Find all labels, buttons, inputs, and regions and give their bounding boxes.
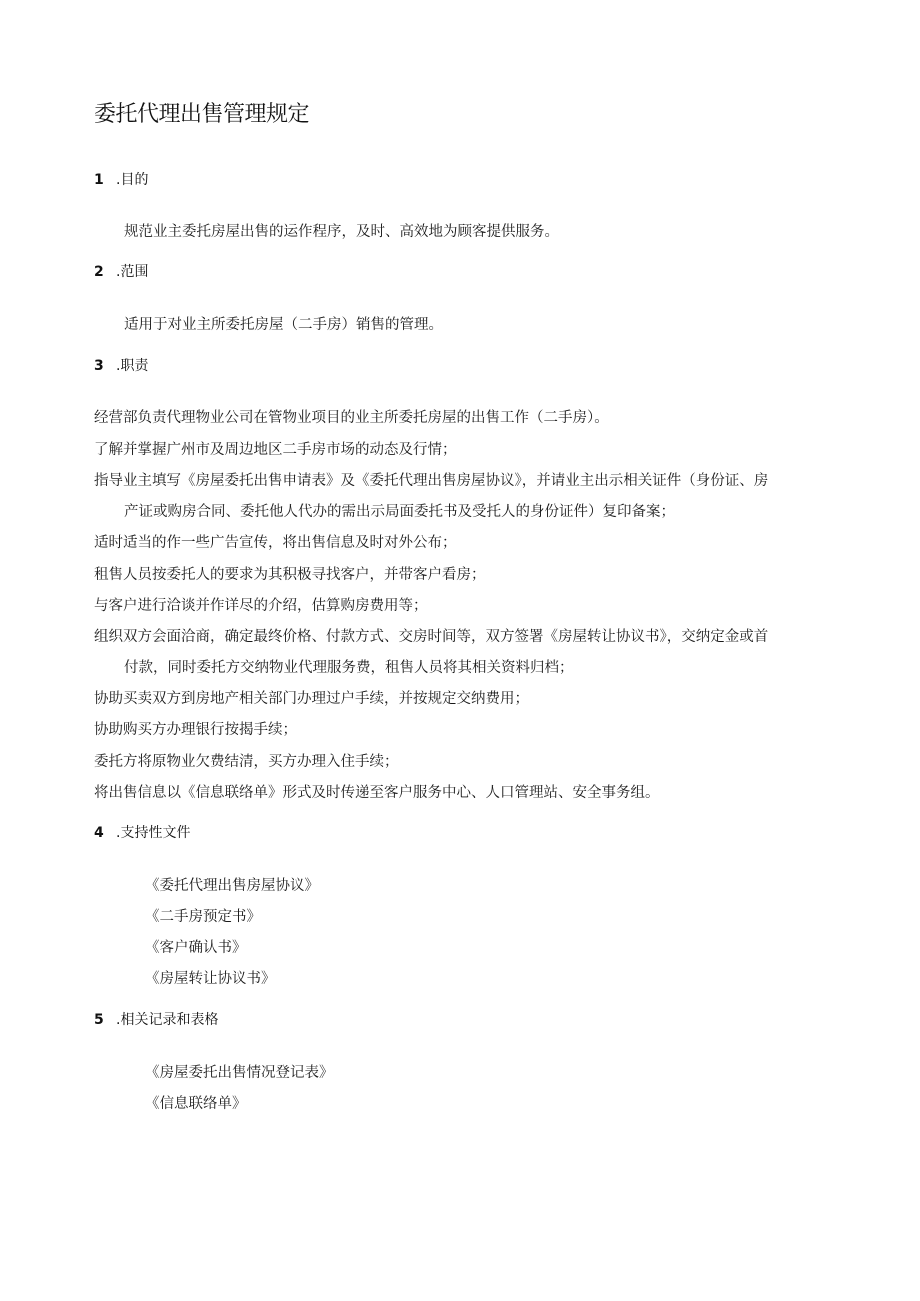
section-title: .相关记录和表格: [116, 1012, 219, 1028]
section-title: .范围: [116, 264, 149, 280]
paragraph-line: 适用于对业主所委托房屋（二手房）销售的管理。: [124, 317, 443, 333]
section-number: 4: [94, 825, 104, 841]
document-title: 委托代理出售管理规定: [94, 102, 310, 127]
section-heading-supporting-documents: [94, 823, 190, 843]
document-list-item: 《二手房预定书》: [145, 909, 261, 925]
paragraph-line: 经营部负责代理物业公司在管物业项目的业主所委托房屋的出售工作（二手房）。: [94, 410, 609, 426]
paragraph-line: 指导业主填写《房屋委托出售申请表》及《委托代理出售房屋协议》，并请业主出示相关证件（身份证、房: [94, 473, 769, 489]
document-list-item: 《委托代理出售房屋协议》: [145, 878, 319, 894]
document-list-item: 《房屋转让协议书》: [145, 971, 276, 987]
paragraph-line: 组织双方会面洽商，确定最终价格、付款方式、交房时间等，双方签署《房屋转让协议书》，交纳定金或首: [94, 629, 769, 645]
section-number: 2: [94, 264, 104, 280]
section-heading-purpose: [94, 170, 148, 190]
paragraph-line: 规范业主委托房屋出售的运作程序，及时、高效地为顾客提供服务。: [124, 224, 559, 240]
paragraph-line: 协助购买方办理银行按揭手续；: [94, 722, 297, 738]
section-title: .支持性文件: [116, 825, 191, 841]
section-heading-responsibilities: [94, 356, 148, 376]
paragraph-line: 产证或购房合同、委托他人代办的需出示局面委托书及受托人的身份证件）复印备案；: [124, 504, 675, 520]
paragraph-line: 了解并掌握广州市及周边地区二手房市场的动态及行情；: [94, 442, 457, 458]
paragraph-line: 委托方将原物业欠费结清，买方办理入住手续；: [94, 754, 399, 770]
paragraph-line: 协助买卖双方到房地产相关部门办理过户手续，并按规定交纳费用；: [94, 691, 529, 707]
section-number: 1: [94, 172, 104, 188]
section-heading-scope: [94, 262, 148, 282]
document-list-item: 《客户确认书》: [145, 940, 247, 956]
paragraph-line: 适时适当的作一些广告宣传，将出售信息及时对外公布；: [94, 535, 457, 551]
paragraph-line: 付款，同时委托方交纳物业代理服务费，租售人员将其相关资料归档；: [124, 660, 574, 676]
section-number: 3: [94, 358, 104, 374]
paragraph-line: 将出售信息以《信息联络单》形式及时传递至客户服务中心、人口管理站、安全事务组。: [94, 785, 660, 801]
section-number: 5: [94, 1012, 104, 1028]
paragraph-line: 与客户进行洽谈并作详尽的介绍，估算购房费用等；: [94, 598, 428, 614]
section-heading-records-and-forms: [94, 1010, 218, 1030]
form-list-item: 《房屋委托出售情况登记表》: [145, 1065, 334, 1081]
form-list-item: 《信息联络单》: [145, 1096, 247, 1112]
section-title: .职责: [116, 358, 149, 374]
paragraph-line: 租售人员按委托人的要求为其积极寻找客户，并带客户看房；: [94, 567, 486, 583]
section-title: .目的: [116, 172, 149, 188]
